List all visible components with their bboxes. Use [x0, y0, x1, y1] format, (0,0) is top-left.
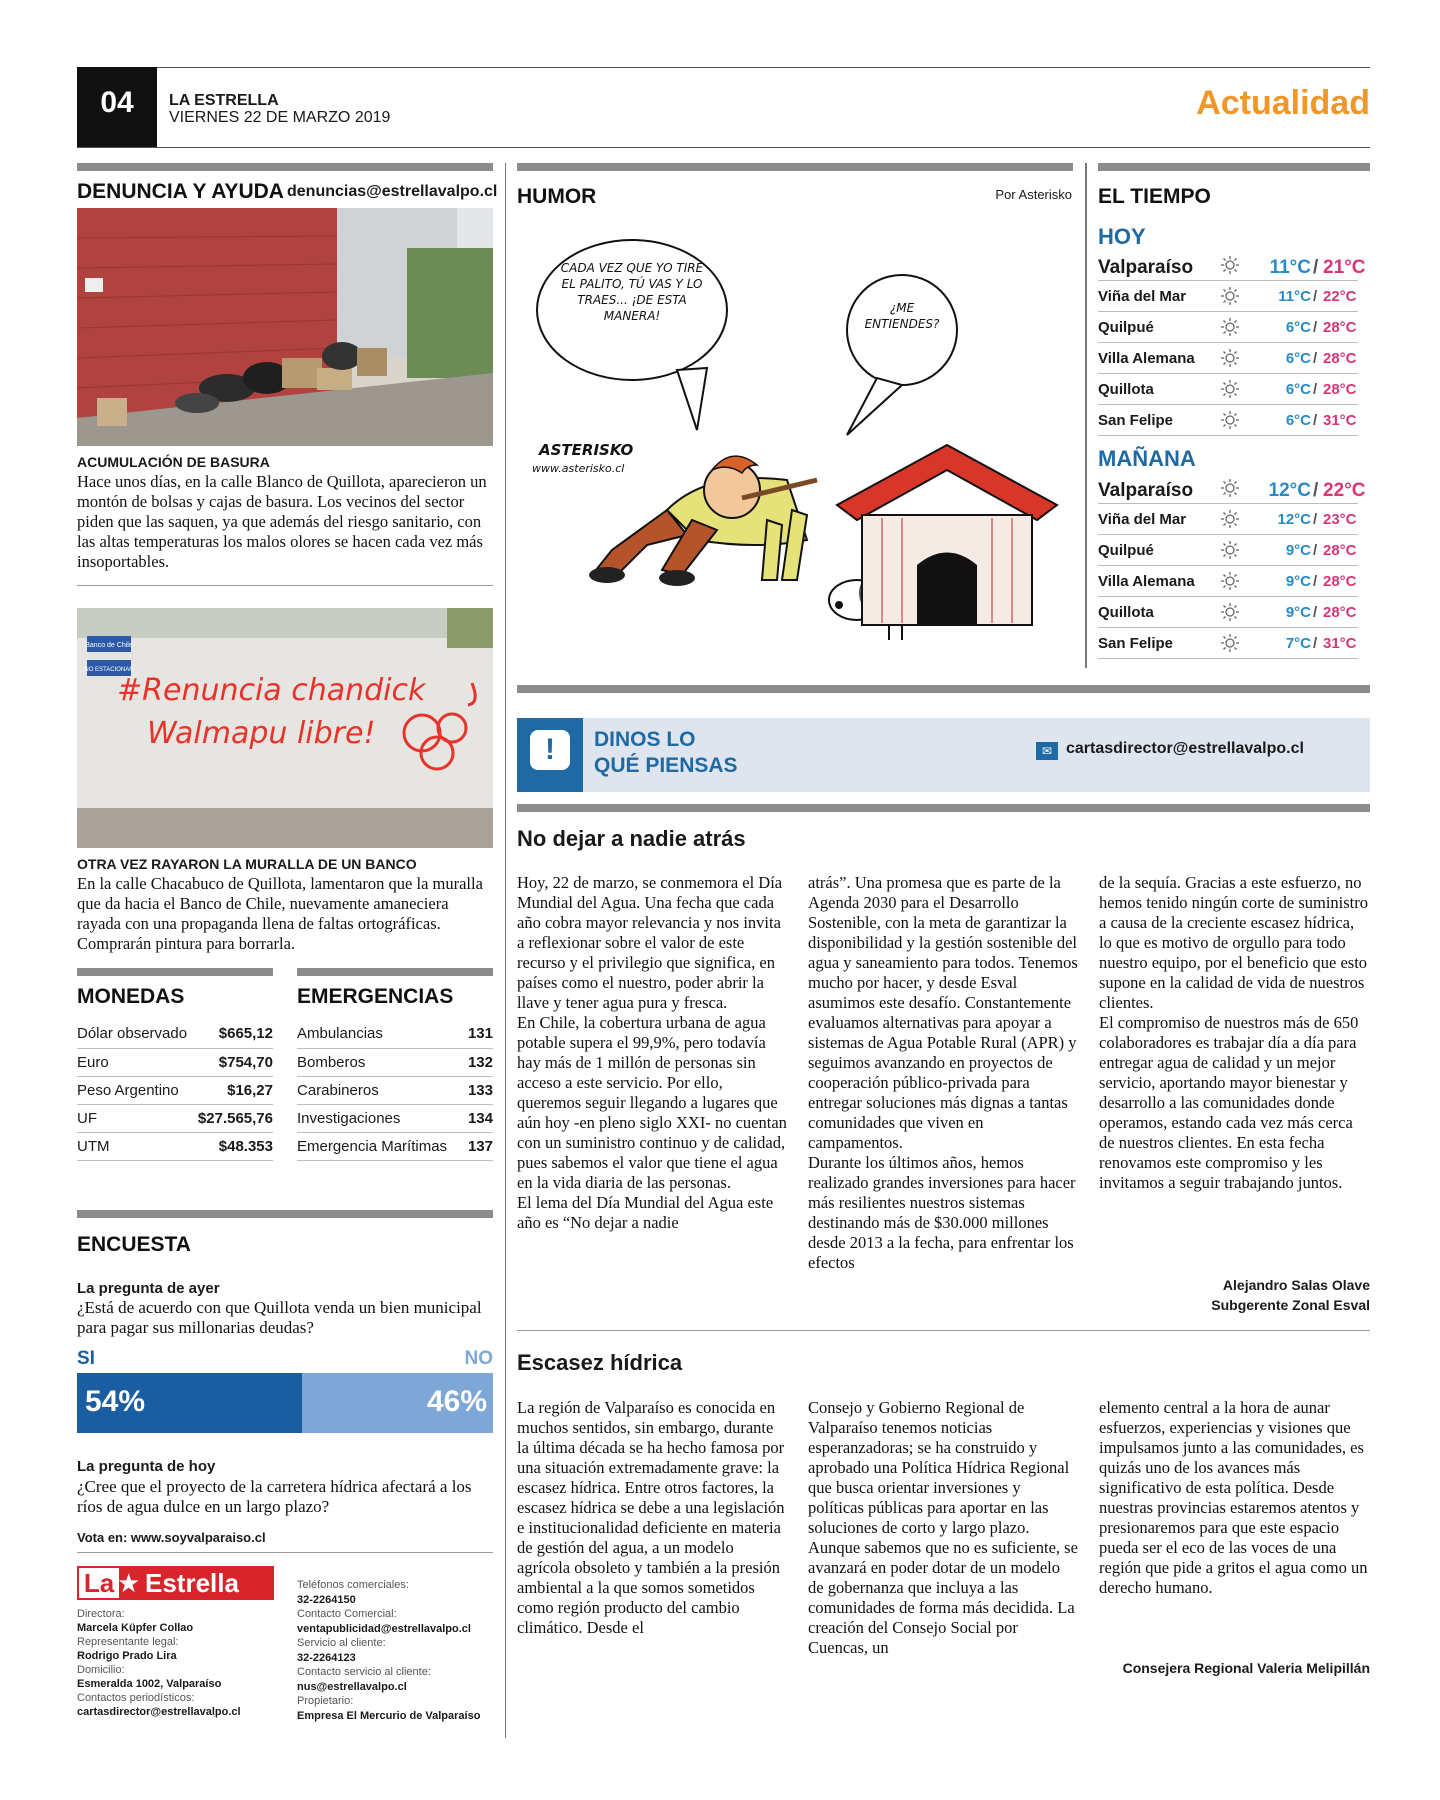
sun-icon	[1220, 571, 1240, 591]
dinos-email[interactable]: cartasdirector@estrellavalpo.cl	[1066, 740, 1304, 757]
temp-min: 7°C	[1285, 635, 1311, 652]
sun-icon	[1220, 410, 1240, 430]
graffiti-photo	[77, 608, 493, 848]
temp-separator: /	[1313, 257, 1319, 278]
poll-no-label: NO	[464, 1348, 493, 1369]
bubble-2-text: ¿ME ENTIENDES?	[864, 301, 940, 331]
weather-row	[1098, 405, 1358, 436]
poll-today-question: ¿Cree que el proyecto de la carretera hídrica afectará a los ríos de agua dulce en un largo plazo?	[77, 1477, 472, 1516]
temp-min: 6°C	[1285, 412, 1311, 429]
letter1-col1: Hoy, 22 de marzo, se conmemora el Día Mundial del Agua. Una fecha que cada año cobra mayor relevancia y nos invita a reflexionar sobre el valor de este recurso y el privilegio que significa, en países como el nuestro, poder abrir la llave y tener agua pura y fresca. En Chile, la cobertura urbana de agua potable supera el 99,9%, pero todavía hay más de 1 millón de personas sin acceso a este servicio. Por ello, queremos seguir llegando a lugares que aún hoy -en pleno siglo XXI- no cuentan con un suministro continuo y de calidad, pues sabemos el valor que tiene el agua en la vida diaria de las personas. El lema del Día Mundial del Agua este año es “No dejar a nadie	[517, 873, 787, 1232]
humor-cartoon	[517, 220, 1073, 660]
staff-right: Teléfonos comerciales: 32-2264150 Contacto Comercial: ventapublicidad@estrellavalpo.cl Servicio al cliente: 32-2264123 Contacto servicio al cliente: nus@estrellavalpo.cl Propietario: Empresa El Mercurio de Valparaíso	[297, 1579, 481, 1722]
poll-no-pct: 46%	[426, 1385, 487, 1418]
weather-city: Quilpué	[1098, 542, 1154, 559]
letter2-col1: La región de Valparaíso es conocida en muchos sentidos, sin embargo, durante la última década se ha hecho famosa por una situación extremadamente grave: la escasez hídrica. Entre otros factores, la escasez hídrica se debe a una legislación e institucionalidad deficiente en materia de gestión del agua, a un modelo agrícola obsoleto y también a la presión ambiental a la que somos sometidos como región producto del cambio climático. Desde el	[517, 1398, 785, 1637]
poll-bar	[77, 1373, 493, 1433]
temp-max: 22°C	[1323, 288, 1357, 305]
weather-city: Quilpué	[1098, 319, 1154, 336]
issue-date: VIERNES 22 DE MARZO 2019	[169, 109, 391, 126]
mail-icon: ✉	[1036, 742, 1058, 760]
table-row: Carabineros 133	[297, 1076, 493, 1104]
dinos-line1: DINOS LO	[594, 728, 696, 751]
temp-separator: /	[1313, 511, 1318, 528]
weather-row	[1098, 250, 1366, 281]
tiempo-manana: MAÑANA	[1098, 446, 1196, 471]
letter2-sign-name: Consejera Regional Valeria Melipillán	[1122, 1660, 1370, 1676]
svg-text:Walmapu libre!: Walmapu libre!	[147, 716, 376, 751]
temp-min: 12°C	[1277, 511, 1311, 528]
weather-city: San Felipe	[1098, 635, 1174, 652]
temp-separator: /	[1313, 573, 1318, 590]
temp-separator: /	[1313, 381, 1318, 398]
table-row: Peso Argentino $16,27	[77, 1076, 273, 1104]
temp-min: 11°C	[1269, 257, 1311, 278]
poll-vote-link[interactable]: Vota en: www.soyvalparaiso.cl	[77, 1530, 266, 1545]
table-row: Investigaciones 134	[297, 1104, 493, 1132]
sun-icon	[1220, 317, 1240, 337]
tiempo-title: EL TIEMPO	[1098, 185, 1211, 208]
temp-max: 22°C	[1323, 480, 1366, 501]
temp-max: 28°C	[1323, 319, 1357, 336]
temp-max: 28°C	[1323, 573, 1357, 590]
weather-city: Viña del Mar	[1098, 288, 1187, 305]
temp-max: 31°C	[1323, 635, 1357, 652]
temp-max: 31°C	[1323, 412, 1357, 429]
la-estrella-logo	[77, 1566, 274, 1600]
monedas-table	[77, 1020, 273, 1161]
humor-title: HUMOR	[517, 185, 597, 208]
letter2-col2: Consejo y Gobierno Regional de Valparaíso tenemos noticias esperanzadoras; se ha construido y aprobado una Política Hídrica Regional que busca orientar inversiones y políticas públicas para aportar en las soluciones de corto y largo plazo. Aunque sabemos que no es suficiente, se avanzará en poder dotar de un modelo de gobernanza que incluya a las comunidades de forma más decidida. La creación del Consejo Social por Cuencas, un	[808, 1398, 1078, 1657]
table-row: Dólar observado $665,12	[77, 1020, 273, 1048]
sun-icon	[1220, 286, 1240, 306]
temp-max: 28°C	[1323, 381, 1357, 398]
denuncia-email[interactable]: denuncias@estrellavalpo.cl	[287, 183, 498, 200]
logo-estrella: Estrella	[145, 1568, 239, 1598]
temp-max: 28°C	[1323, 604, 1357, 621]
table-row: UTM $48.353	[77, 1132, 273, 1160]
weather-city: Villa Alemana	[1098, 350, 1195, 367]
poll-si-pct: 54%	[85, 1385, 146, 1418]
letter2-title: Escasez hídrica	[517, 1350, 683, 1375]
temp-min: 12°C	[1268, 480, 1311, 501]
star-icon: ★	[117, 1568, 141, 1598]
temp-min: 6°C	[1285, 381, 1311, 398]
sun-icon	[1220, 255, 1240, 275]
letter1-title: No dejar a nadie atrás	[517, 826, 746, 851]
sun-icon	[1220, 348, 1240, 368]
garbage-photo	[77, 208, 493, 446]
temp-min: 9°C	[1285, 542, 1311, 559]
sun-icon	[1220, 509, 1240, 529]
weather-row	[1098, 312, 1358, 343]
humor-author: Por Asterisko	[995, 187, 1072, 202]
weather-city: Viña del Mar	[1098, 511, 1187, 528]
table-row: Euro $754,70	[77, 1048, 273, 1076]
weather-city: Valparaíso	[1098, 257, 1194, 278]
graffiti-caption-text: En la calle Chacabuco de Quillota, lamentaron que la muralla que da hacia el Banco de Chile, nuevamente amaneciera rayada con una propaganda llena de faltas ortográficas. Comprarán pintura para borrarla.	[77, 874, 483, 953]
temp-min: 6°C	[1285, 319, 1311, 336]
poll-yesterday-label: La pregunta de ayer	[77, 1280, 220, 1297]
weather-row	[1098, 343, 1358, 374]
temp-separator: /	[1313, 350, 1318, 367]
bubble-1-text: CADA VEZ QUE YO TIRE EL PALITO, TÚ VAS Y LO TRAES... ¡DE ESTA MANERA!	[560, 261, 704, 323]
table-row: Emergencia Marítimas 137	[297, 1132, 493, 1160]
page-number: 04	[100, 86, 134, 119]
weather-row	[1098, 566, 1358, 597]
temp-separator: /	[1313, 604, 1318, 621]
cartoon-site: www.asterisko.cl	[532, 462, 625, 475]
garbage-caption-text: Hace unos días, en la calle Blanco de Quillota, aparecieron un montón de bolsas y cajas de basura. Los vecinos del sector piden que las saquen, ya que además del riesgo sanitario, con las altas temperaturas los malos olores se hacen cada vez más insoportables.	[77, 472, 487, 571]
temp-separator: /	[1313, 412, 1318, 429]
temp-min: 11°C	[1278, 288, 1311, 305]
temp-max: 28°C	[1323, 350, 1357, 367]
temp-max: 21°C	[1323, 257, 1366, 278]
weather-city: Valparaíso	[1098, 480, 1194, 501]
logo-la: La	[79, 1568, 119, 1598]
table-row: UF $27.565,76	[77, 1104, 273, 1132]
paper-name: LA ESTRELLA	[169, 92, 279, 109]
weather-today-list	[1098, 250, 1366, 440]
letter1-col3: de la sequía. Gracias a este esfuerzo, no hemos tenido ningún corte de suministro a causa de la creciente escasez hídrica, lo que es motivo de orgullo para todo nuestro equipo, por el beneficio que esto supone en la calidad de vida de nuestros clientes. El compromiso de nuestros más de 650 colaboradores es trabajar día a día para entregar agua de calidad y un mejor servicio, aportando mayor bienestar y desarrollo a las comunidades donde operamos, estando cada vez más cerca de nuestros clientes. En esta fecha renovamos este compromiso y les invitamos a seguir trabajando juntos.	[1099, 873, 1369, 1192]
letter2-col3: elemento central a la hora de aunar esfuerzos, experiencias y visiones que impulsamos junto a las comunidades, es quizás uno de los avances más significativo de esta política. Desde nuestras provincias estaremos atentos y presionaremos para que este espacio pueda ser el eco de las voces de una región que pide a gritos el agua como un derecho humano.	[1099, 1398, 1368, 1597]
weather-city: San Felipe	[1098, 412, 1174, 429]
weather-city: Quillota	[1098, 604, 1154, 621]
temp-separator: /	[1313, 480, 1319, 501]
table-row: Bomberos 132	[297, 1048, 493, 1076]
tiempo-hoy: HOY	[1098, 224, 1146, 249]
cartoon-signature: ASTERISKO	[539, 441, 634, 459]
temp-max: 23°C	[1323, 511, 1357, 528]
poll-today-label: La pregunta de hoy	[77, 1458, 216, 1475]
emergencias-title: EMERGENCIAS	[297, 985, 454, 1008]
svg-text:NO ESTACIONAR: NO ESTACIONAR	[84, 667, 134, 673]
garbage-caption-head: ACUMULACIÓN DE BASURA	[77, 454, 270, 470]
sun-icon	[1220, 478, 1240, 498]
weather-row	[1098, 535, 1358, 566]
sun-icon	[1220, 540, 1240, 560]
poll-si-label: SI	[77, 1348, 95, 1369]
graffiti-caption-head: OTRA VEZ RAYARON LA MURALLA DE UN BANCO	[77, 856, 417, 872]
svg-text:#Renuncia chandick: #Renuncia chandick	[117, 673, 426, 708]
temp-separator: /	[1313, 542, 1318, 559]
encuesta-title: ENCUESTA	[77, 1233, 191, 1256]
svg-text:Banco de Chile: Banco de Chile	[85, 642, 133, 649]
letter1-sign-role: Subgerente Zonal Esval	[1211, 1297, 1370, 1313]
sun-icon	[1220, 379, 1240, 399]
weather-row	[1098, 504, 1358, 535]
temp-min: 9°C	[1285, 604, 1311, 621]
table-row: Ambulancias 131	[297, 1020, 493, 1048]
sun-icon	[1220, 633, 1240, 653]
temp-max: 28°C	[1323, 542, 1357, 559]
section-name: Actualidad	[1196, 84, 1370, 122]
monedas-title: MONEDAS	[77, 985, 185, 1008]
weather-tomorrow-list	[1098, 473, 1366, 663]
temp-separator: /	[1313, 288, 1318, 305]
temp-separator: /	[1313, 319, 1318, 336]
weather-row	[1098, 281, 1358, 312]
temp-min: 9°C	[1285, 573, 1311, 590]
weather-row	[1098, 374, 1358, 405]
temp-separator: /	[1313, 635, 1318, 652]
weather-row	[1098, 628, 1358, 659]
poll-yesterday-question: ¿Está de acuerdo con que Quillota venda un bien municipal para pagar sus millonarias deudas?	[77, 1298, 482, 1337]
staff-left: Directora: Marcela Küpfer Collao Representante legal: Rodrigo Prado Lira Domicilio: Esmeralda 1002, Valparaíso Contactos periodísticos: cartasdirector@estrellavalpo.cl	[77, 1608, 241, 1718]
weather-city: Villa Alemana	[1098, 573, 1195, 590]
temp-min: 6°C	[1285, 350, 1311, 367]
dinos-line2: QUÉ PIENSAS	[594, 754, 738, 777]
letter1-col2: atrás”. Una promesa que es parte de la Agenda 2030 para el Desarrollo Sostenible, con la meta de garantizar la disponibilidad y la gestión sostenible del agua y saneamiento para todos. Tenemos mucho por hacer, y desde Esval asumimos este desafío. Constantemente evaluamos alternativas para apoyar a sistemas de Agua Potable Rural (APR) y seguimos avanzando en proyectos de cooperación público-privada para entregar soluciones más dignas a tantas comunidades que viven en campamentos. Durante los últimos años, hemos realizado grandes inversiones para hacer más resilientes nuestros sistemas destinando más de $30.000 millones desde 2013 a la fecha, para enfrentar los efectos	[808, 873, 1078, 1272]
weather-city: Quillota	[1098, 381, 1154, 398]
denuncia-title: DENUNCIA Y AYUDA	[77, 180, 284, 203]
letter1-sign-name: Alejandro Salas Olave	[1222, 1277, 1370, 1293]
weather-row	[1098, 473, 1366, 504]
weather-row	[1098, 597, 1358, 628]
emergencias-table	[297, 1020, 493, 1161]
sun-icon	[1220, 602, 1240, 622]
exclamation-bubble-icon: !	[530, 730, 570, 770]
